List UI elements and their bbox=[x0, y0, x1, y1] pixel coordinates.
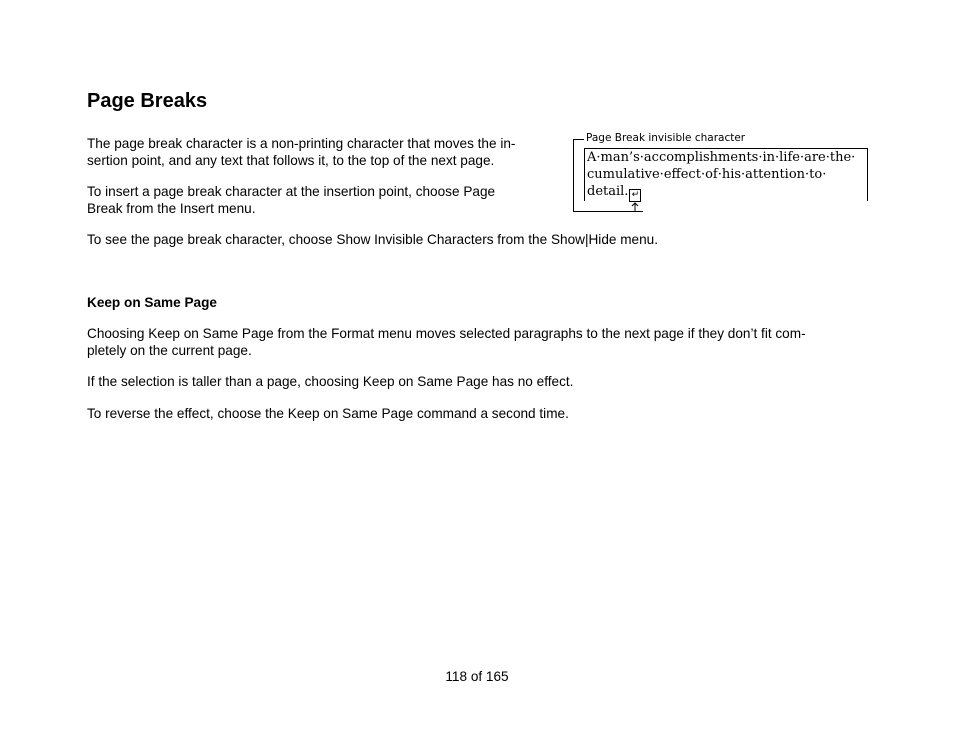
illustration-left-line bbox=[573, 139, 574, 211]
page-number: 118 of 165 bbox=[445, 669, 509, 684]
sample-text-window bbox=[584, 148, 868, 201]
caption-leader-line bbox=[574, 139, 584, 140]
intro-paragraph-1: The page break character is a non-printing character that moves the in- sertion point, and any text that follows it, to the top of the next page. bbox=[87, 136, 516, 168]
page-break-illustration bbox=[572, 130, 872, 215]
page-title: Page Breaks bbox=[87, 90, 208, 112]
arrow-up-icon bbox=[631, 202, 639, 212]
illustration-caption: Page Break invisible character bbox=[586, 132, 746, 144]
show-invisibles-paragraph: To see the page break character, choose Show Invisible Characters from the Show|Hide menu. bbox=[87, 232, 658, 247]
intro-paragraph-2: To insert a page break character at the insertion point, choose Page Break from the Insert menu. bbox=[87, 184, 496, 216]
section-heading: Keep on Same Page bbox=[87, 295, 217, 310]
sample-text: A·man’s·accomplishments·in·life·are·the· cumulative·effect·of·his·attention·to· detail. ↵ bbox=[587, 150, 856, 200]
page-break-icon: ↵ bbox=[629, 189, 641, 202]
section-paragraph-1: Choosing Keep on Same Page from the Format menu moves selected paragraphs to the next page if they don’t fit com- pletely on the current page. bbox=[87, 326, 806, 358]
section-paragraph-3: To reverse the effect, choose the Keep on Same Page command a second time. bbox=[87, 406, 569, 421]
section-paragraph-2: If the selection is taller than a page, choosing Keep on Same Page has no effect. bbox=[87, 374, 574, 389]
